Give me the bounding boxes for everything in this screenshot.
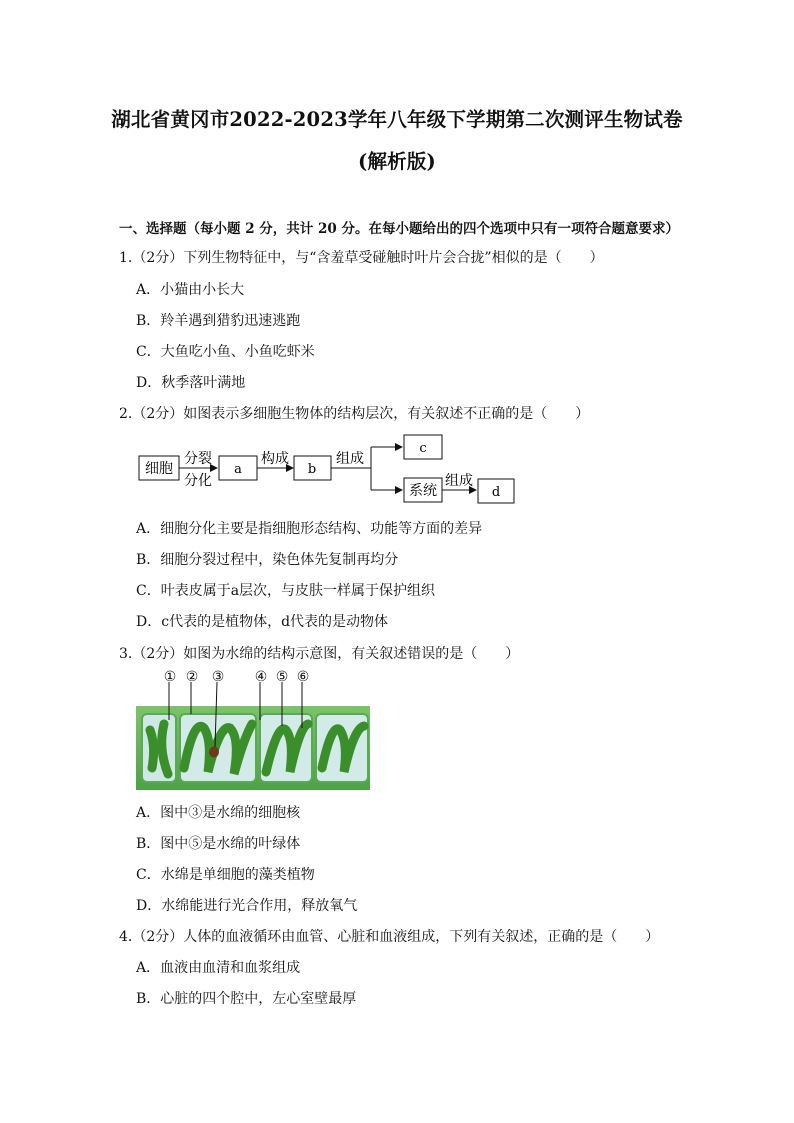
- question-3-option-a: A．图中③是水绵的细胞核: [136, 805, 301, 821]
- question-4-option-a: A．血液由血清和血浆组成: [136, 960, 301, 976]
- box-c-label: c: [419, 441, 427, 456]
- question-3-option-d: D．水绵能进行光合作用，释放氧气: [136, 898, 358, 914]
- differentiate-label: 分化: [184, 473, 212, 489]
- question-4-option-b: B．心脏的四个腔中，左心室壁最厚: [136, 991, 357, 1007]
- question-2-option-a: A．细胞分化主要是指细胞形态结构、功能等方面的差异: [136, 521, 483, 537]
- box-d-label: d: [491, 485, 501, 500]
- box-b-label: b: [307, 462, 317, 477]
- question-1-option-d: D．秋季落叶满地: [136, 375, 246, 391]
- form-label-1: 组成: [336, 451, 364, 467]
- spirogyra-label-5: ⑤: [275, 669, 289, 685]
- spirogyra-label-3: ③: [211, 669, 225, 685]
- compose-label: 构成: [261, 451, 289, 467]
- question-1-option-b: B．羚羊遇到猎豹迅速逃跑: [136, 313, 301, 329]
- box-a-label: a: [234, 462, 242, 477]
- divide-label: 分裂: [184, 451, 212, 467]
- question-1-option-a: A．小猫由小长大: [136, 282, 245, 298]
- question-2-stem: 2.（2分）如图表示多细胞生物体的结构层次，有关叙述不正确的是（ ）: [119, 406, 590, 422]
- spirogyra-label-4: ④: [254, 669, 268, 685]
- question-4-stem: 4.（2分）人体的血液循环由血管、心脏和血液组成，下列有关叙述，正确的是（ ）: [119, 929, 660, 945]
- form-label-2: 组成: [445, 473, 473, 489]
- spirogyra-label-1: ①: [163, 669, 177, 685]
- cell-label: 细胞: [145, 461, 173, 477]
- question-3-stem: 3.（2分）如图为水绵的结构示意图，有关叙述错误的是（ ）: [119, 646, 520, 662]
- system-label: 系统: [409, 483, 437, 499]
- spirogyra-label-2: ②: [185, 669, 199, 685]
- question-3-option-c: C．水绵是单细胞的藻类植物: [136, 867, 315, 883]
- question-1-option-c: C．大鱼吃小鱼、小鱼吃虾米: [136, 344, 315, 360]
- section-heading: 一、选择题（每小题 2 分，共计 20 分。在每小题给出的四个选项中只有一项符合题意要求）: [119, 221, 679, 237]
- document-subtitle: (解析版): [358, 150, 436, 173]
- nucleus: [209, 747, 219, 758]
- structure-level-diagram: [136, 432, 526, 508]
- document-title: 湖北省黄冈市2022-2023学年八年级下学期第二次测评生物试卷: [111, 108, 683, 131]
- question-1-stem: 1.（2分）下列生物特征中，与“含羞草受碰触时叶片会合拢”相似的是（ ）: [119, 250, 604, 266]
- question-3-option-b: B．图中⑤是水绵的叶绿体: [136, 836, 301, 852]
- spirogyra-label-6: ⑥: [296, 669, 310, 685]
- question-2-option-d: D．c代表的是植物体，d代表的是动物体: [136, 614, 389, 630]
- question-2-option-c: C．叶表皮属于a层次，与皮肤一样属于保护组织: [136, 583, 436, 599]
- question-2-option-b: B．细胞分裂过程中，染色体先复制再均分: [136, 552, 399, 568]
- spirogyra-diagram: [136, 668, 370, 790]
